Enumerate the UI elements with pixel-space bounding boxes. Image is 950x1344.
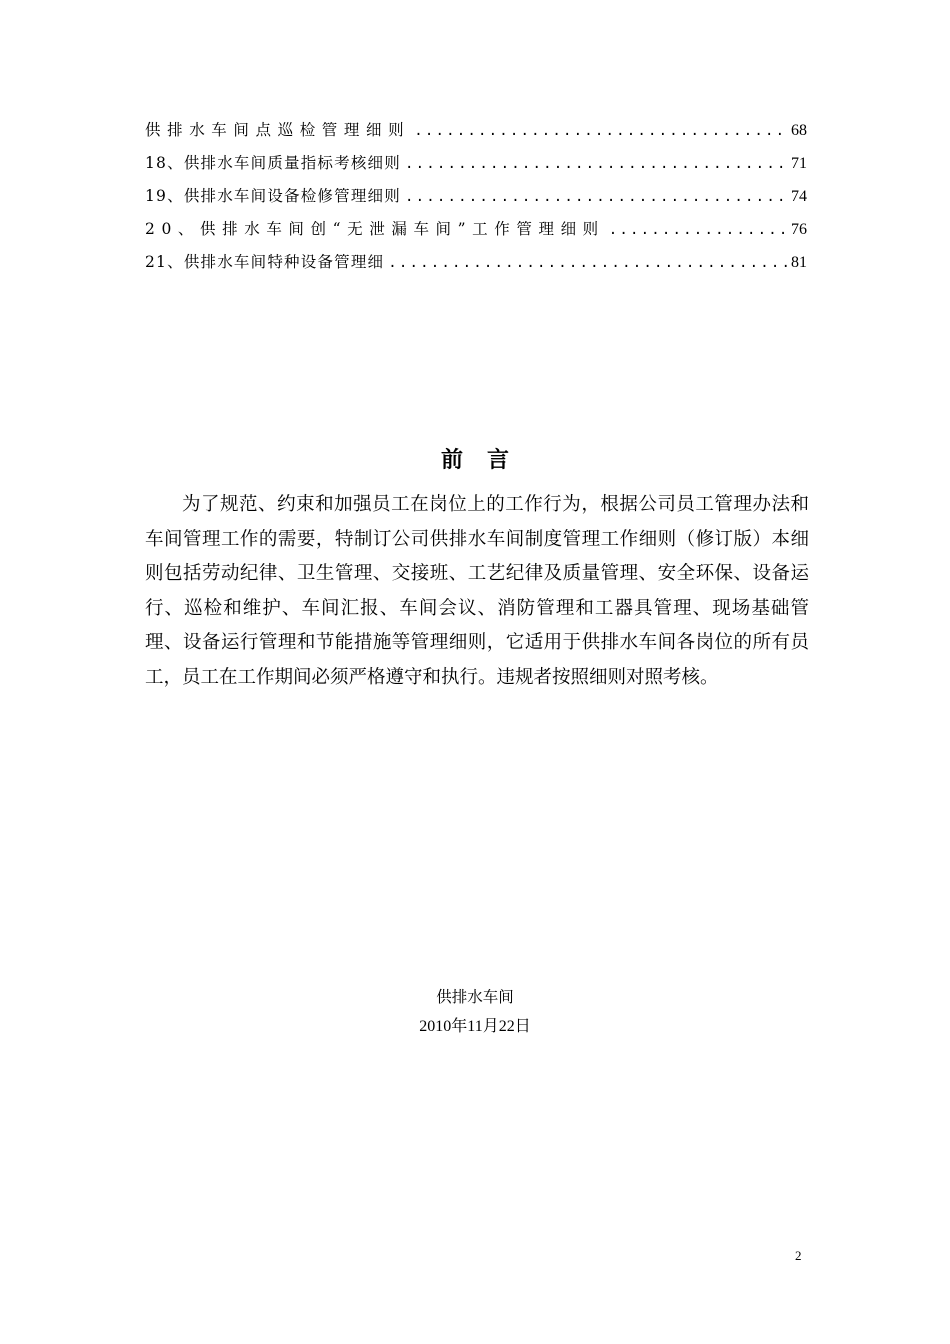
- signature-date: 2010年11月22日: [419, 1018, 531, 1035]
- toc-entry-page: 81: [791, 254, 807, 271]
- toc-entry-title: 18、供排水车间质量指标考核细则: [145, 154, 401, 172]
- signature-organization: 供排水车间: [436, 988, 514, 1006]
- toc-entry-title: 19、供排水车间设备检修管理细则: [145, 187, 401, 205]
- toc-entry-page: 68: [791, 122, 807, 139]
- toc-entry-title: 供排水车间点巡检管理细则: [145, 121, 411, 139]
- toc-dot-leader: [609, 214, 789, 247]
- toc-dot-leader: [414, 115, 789, 148]
- toc-entry[interactable]: [145, 147, 807, 180]
- toc-entry-page: 76: [791, 221, 807, 238]
- toc-entry[interactable]: [145, 213, 807, 246]
- toc-entry[interactable]: [145, 114, 807, 147]
- toc-entry[interactable]: [145, 180, 807, 213]
- preface-heading: 前言: [440, 447, 533, 473]
- toc-entry-page: 71: [791, 155, 807, 172]
- toc-dot-leader: [388, 247, 789, 280]
- toc-dot-leader: [405, 148, 789, 181]
- toc-entry[interactable]: [145, 246, 807, 279]
- preface-body: 为了规范、约束和加强员工在岗位上的工作行为，根据公司员工管理办法和车间管理工作的需要，特制订公司供排水车间制度管理工作细则（修订版）本细则包括劳动纪律、卫生管理、交接班、工艺纪律及质量管理、安全环保、设备运行、巡检和维护、车间汇报、车间会议、消防管理和工器具管理、现场基础管理、设备运行管理和节能措施等管理细则，它适用于供排水车间各岗位的所有员工，员工在工作期间必须严格遵守和执行。违规者按照细则对照考核。: [145, 494, 809, 688]
- table-of-contents: [145, 114, 807, 279]
- toc-entry-page: 74: [791, 188, 807, 205]
- toc-entry-title: 21、供排水车间特种设备管理细: [145, 253, 385, 271]
- toc-dot-leader: [405, 181, 789, 214]
- toc-entry-title: 20、供排水车间创“无泄漏车间”工作管理细则: [145, 220, 605, 238]
- page-number: 2: [795, 1248, 802, 1263]
